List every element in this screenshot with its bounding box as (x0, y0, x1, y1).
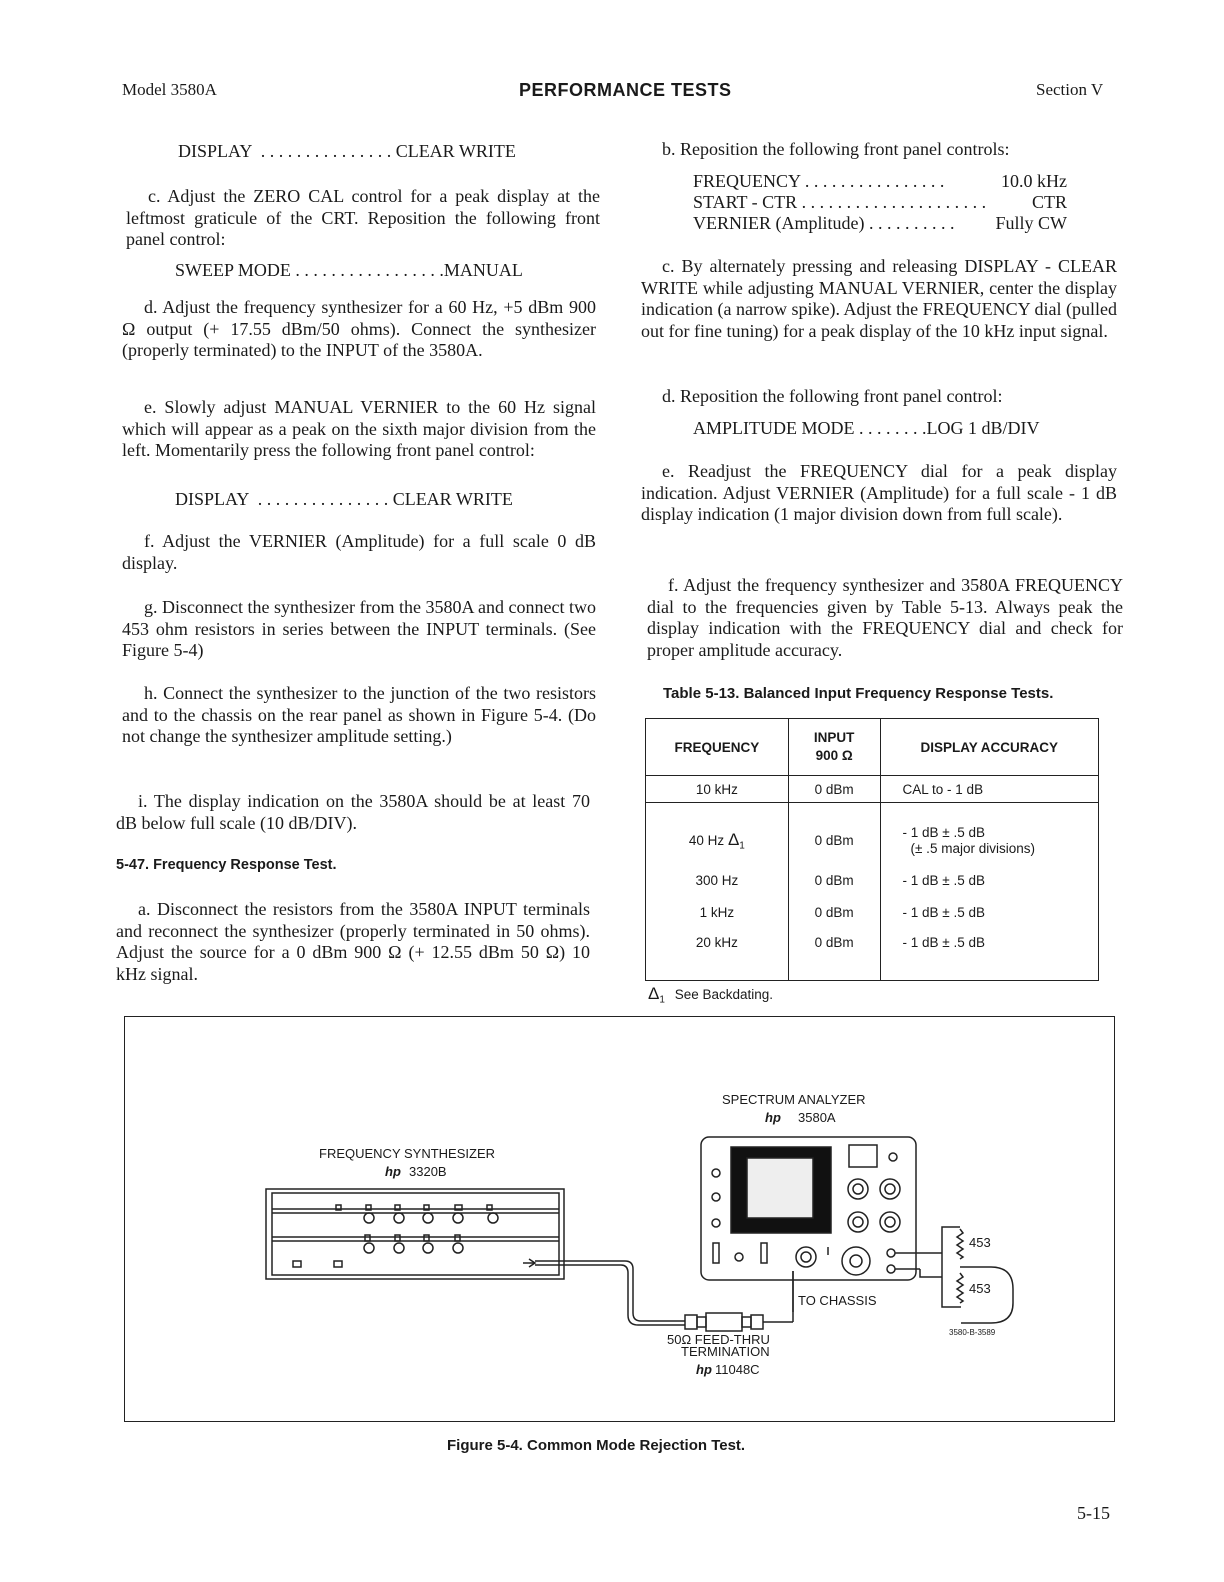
svg-text:hp: hp (765, 1110, 781, 1125)
header-input: INPUT 900 Ω (788, 719, 880, 776)
svg-text:TERMINATION: TERMINATION (681, 1344, 770, 1359)
table-row: 300 Hz 0 dBm - 1 dB ± .5 dB (646, 865, 1099, 897)
para-c-left: c. Adjust the ZERO CAL control for a peak display at the leftmost graticule of the CRT. Reposition the following front panel control: (126, 186, 600, 249)
table-row: 40 Hz $\Delta_1$ 0 dBm - 1 dB ± .5 dB (± .5 major divisions) (646, 803, 1099, 865)
svg-text:11048C: 11048C (715, 1362, 760, 1377)
para-i-left: i. The display indication on the 3580A should be at least 70 dB below full scale (10 dB/DIV). (116, 791, 590, 833)
resistor-top-label: 453 (969, 1235, 991, 1250)
svg-text:3320B: 3320B (409, 1164, 447, 1179)
para-e-right: e. Readjust the FREQUENCY dial for a peak display indication. Adjust VERNIER (Amplitude) for a full scale - 1 dB display indication (1 major division down from full scale). (641, 461, 1117, 524)
para-d-left: d. Adjust the frequency synthesizer for a 60 Hz, +5 dBm 900 Ω output (+ 17.55 dBm/50 ohms). Connect the synthesizer (properly terminated) to the INPUT of the 3580A. (122, 297, 596, 360)
para-e-left: e. Slowly adjust MANUAL VERNIER to the 60 Hz signal which will appear as a peak on the sixth major division from the left. Momentarily press the following front panel control: (122, 397, 596, 460)
sweep-mode-setting: SWEEP MODE . . . . . . . . . . . . . . . . .MANUAL (175, 260, 523, 280)
para-f-right: f. Adjust the frequency synthesizer and 3580A FREQUENCY dial to the frequencies given by Table 5-13. Always peak the display indication with the FREQUENCY dial and check for proper amplitude accuracy. (647, 575, 1123, 660)
feedthru-body (706, 1313, 742, 1331)
synthesizer-box (266, 1189, 564, 1279)
synth-knobs-top (336, 1205, 498, 1223)
para-g-left: g. Disconnect the synthesizer from the 3580A and connect two 453 ohm resistors in series between the INPUT terminals. (See Figure 5-4) (122, 597, 596, 660)
para-a-left: a. Disconnect the resistors from the 3580A INPUT terminals and reconnect the synthesizer (properly terminated in 50 ohms). Adjust the source for a 0 dBm 900 Ω (+ 12.55 dBm 50 Ω) 10 kHz signal. (116, 899, 590, 984)
svg-text:3580A: 3580A (798, 1110, 836, 1125)
page-title: PERFORMANCE TESTS (519, 80, 732, 100)
table-footnote: $\Delta_1$ See Backdating. (648, 984, 774, 1006)
table-row: 20 kHz 0 dBm - 1 dB ± .5 dB (646, 929, 1099, 981)
svg-text:hp: hp (696, 1362, 712, 1377)
section-heading: 5-47. Frequency Response Test. (116, 857, 337, 873)
common-mode-diagram (125, 1017, 1114, 1421)
setting-start-ctr: START - CTR . . . . . . . . . . . . . . . . . . . . . CTR (693, 192, 1067, 212)
table-header-row (646, 719, 1099, 776)
svg-text:hp: hp (385, 1164, 401, 1179)
table-caption: Table 5-13. Balanced Input Frequency Response Tests. (663, 685, 1054, 702)
para-h-left: h. Connect the synthesizer to the junction of the two resistors and to the chassis on the rear panel as shown in Figure 5-4. (Do not change the synthesizer amplitude setting.) (122, 683, 596, 746)
delta-icon: Δ (648, 984, 660, 1003)
para-c-right: c. By alternately pressing and releasing DISPLAY - CLEAR WRITE while adjusting MANUAL VERNIER, center the display indication (a narrow spike). Adjust the FREQUENCY dial (pulled out for fine tuning) for a peak display of the 10 kHz input signal. (641, 256, 1117, 341)
settings-list (693, 171, 1067, 234)
display-setting: DISPLAY . . . . . . . . . . . . . . . CLEAR WRITE (178, 141, 516, 161)
display-setting-2: DISPLAY . . . . . . . . . . . . . . . CLEAR WRITE (175, 489, 513, 509)
setting-frequency: FREQUENCY . . . . . . . . . . . . . . . . 10.0 kHz (693, 171, 1067, 191)
figure-caption: Figure 5-4. Common Mode Rejection Test. (447, 1437, 746, 1454)
table-row: 10 kHz 0 dBm CAL to - 1 dB (646, 776, 1099, 803)
analyzer-label: SPECTRUM ANALYZER (722, 1092, 866, 1107)
figure-box (124, 1016, 1115, 1422)
header-section: Section V (1036, 80, 1104, 99)
amplitude-mode-setting: AMPLITUDE MODE . . . . . . . .LOG 1 dB/DIV (693, 418, 1040, 438)
drawing-number: 3580-B-3589 (949, 1328, 996, 1337)
header-frequency: FREQUENCY (646, 719, 789, 776)
page-number: 5-15 (1077, 1503, 1110, 1523)
synthesizer-label: FREQUENCY SYNTHESIZER (319, 1146, 496, 1161)
para-d-right: d. Reposition the following front panel control: (662, 386, 1003, 406)
resistor-top (957, 1229, 963, 1259)
para-f-left: f. Adjust the VERNIER (Amplitude) for a full scale 0 dB display. (122, 531, 596, 573)
to-chassis-label: TO CHASSIS (798, 1293, 877, 1308)
frequency-response-table (645, 718, 1099, 981)
setting-vernier: VERNIER (Amplitude) . . . . . . . . . . Fully CW (693, 213, 1067, 233)
resistor-bottom-label: 453 (969, 1281, 991, 1296)
header-model: Model 3580A (122, 80, 217, 99)
para-b-right: b. Reposition the following front panel controls: (662, 139, 1010, 159)
feedthru-label: 50Ω FEED-THRU (667, 1332, 770, 1347)
delta-icon: Δ (727, 829, 740, 849)
header-display-accuracy: DISPLAY ACCURACY (880, 719, 1098, 776)
table-row: 1 kHz 0 dBm - 1 dB ± .5 dB (646, 897, 1099, 929)
resistor-bottom (957, 1273, 963, 1303)
